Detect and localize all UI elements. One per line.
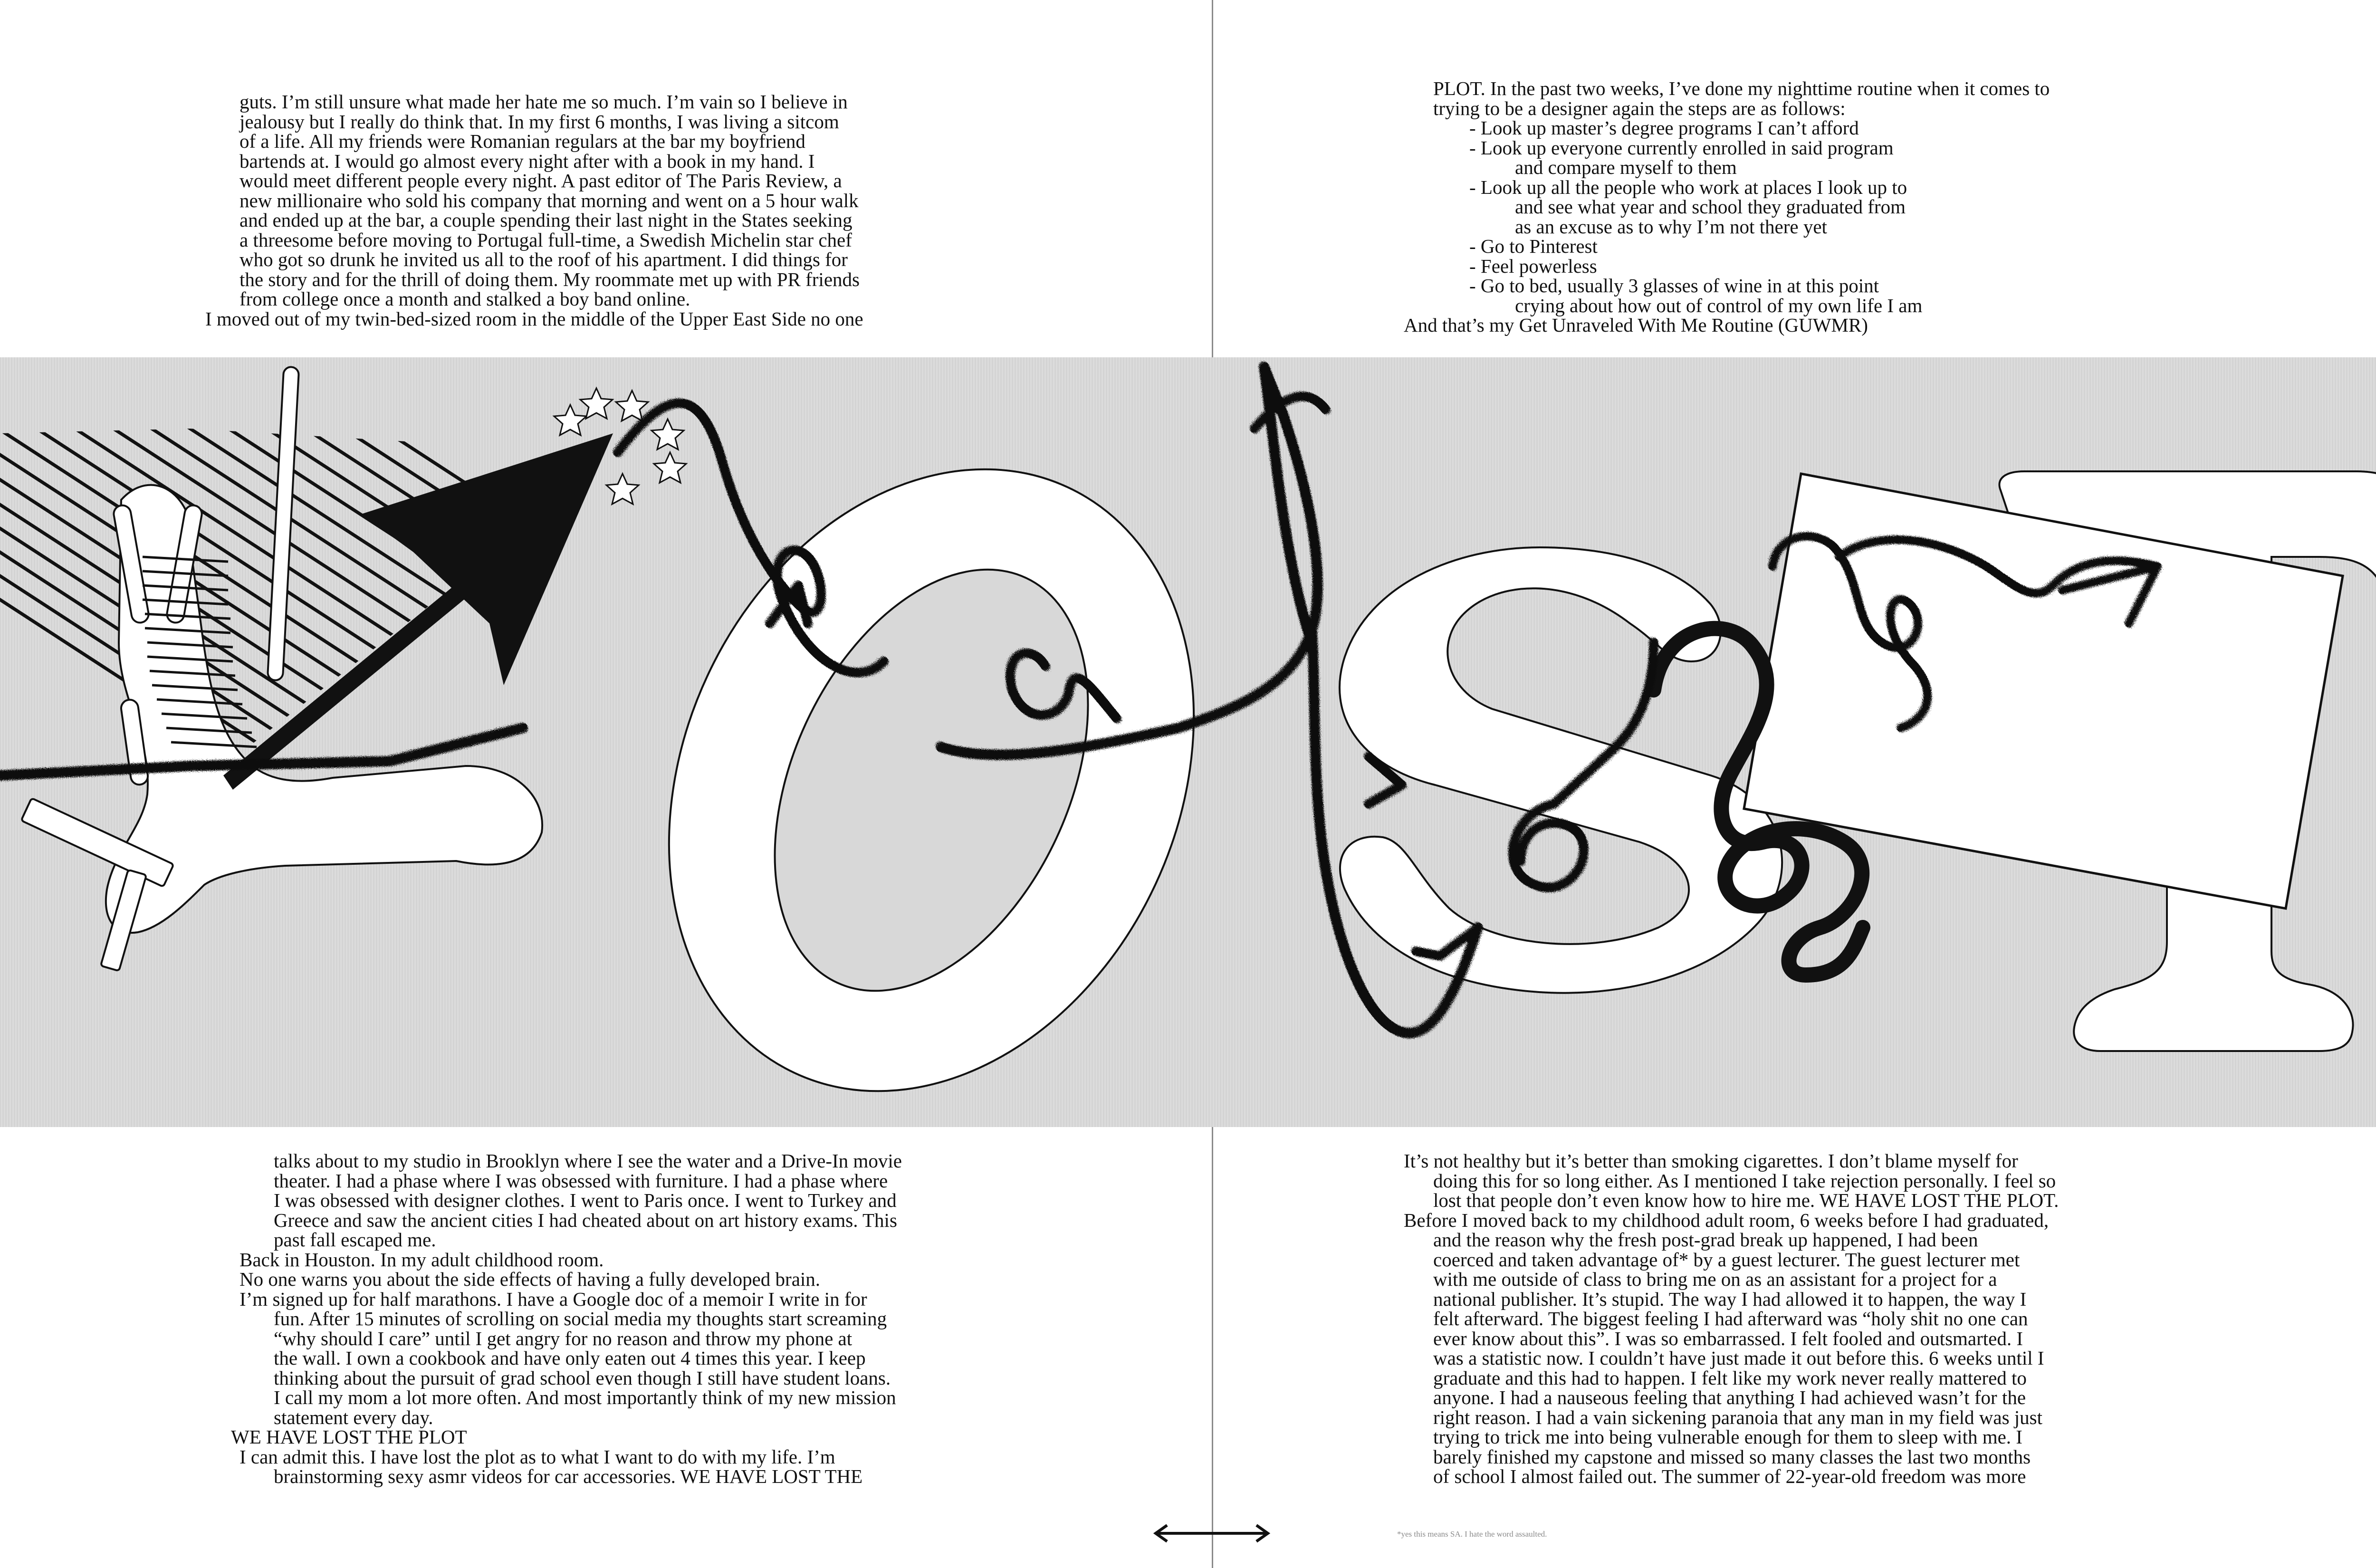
body-line: “why should I care” until I get angry for no reason and throw my phone at: [274, 1327, 853, 1349]
body-line: thinking about the pursuit of grad school even though I still have student loans.: [274, 1367, 891, 1389]
routine-step: - Look up master’s degree programs I can’t afford: [1469, 117, 1859, 139]
section-heading: WE HAVE LOST THE PLOT: [231, 1426, 467, 1448]
body-line: anyone. I had a nauseous feeling that anything I had achieved wasn’t for the: [1433, 1386, 2026, 1408]
routine-step: - Look up all the people who work at places I look up to: [1469, 176, 1907, 198]
body-line: lost that people don’t even know how to hire me. WE HAVE LOST THE PLOT.: [1433, 1189, 2059, 1211]
body-line: and ended up at the bar, a couple spending their last night in the States seeking: [240, 209, 853, 231]
body-line: I call my mom a lot more often. And most importantly think of my new mission: [274, 1386, 896, 1408]
double-arrow-icon[interactable]: [1150, 1522, 1274, 1544]
paragraph-start-line: Back in Houston. In my adult childhood room.: [240, 1248, 604, 1271]
routine-step: - Go to Pinterest: [1469, 235, 1598, 257]
paragraph-start-line: I moved out of my twin-bed-sized room in the middle of the Upper East Side no one: [205, 307, 863, 330]
body-line: I was obsessed with designer clothes. I went to Paris once. I went to Turkey and: [274, 1189, 897, 1211]
body-line: who got so drunk he invited us all to the roof of his apartment. I did things for: [240, 249, 848, 270]
body-line: of school I almost failed out. The summer of 22-year-old freedom was more: [1433, 1465, 2026, 1487]
text-column-top-right: [1370, 79, 2050, 335]
body-line: fun. After 15 minutes of scrolling on social media my thoughts start screaming: [274, 1308, 887, 1329]
body-line: and the reason why the fresh post-grad break up happened, I had been: [1433, 1229, 1978, 1251]
lost-illustration-band: [0, 357, 2376, 1127]
body-line: PLOT. In the past two weeks, I’ve done my nighttime routine when it comes to: [1433, 77, 2050, 99]
text-column-bottom-left: [205, 1151, 902, 1487]
footnote: *yes this means SA. I hate the word assaulted.: [1397, 1530, 1547, 1539]
body-line: the story and for the thrill of doing them. My roommate met up with PR friends: [240, 268, 860, 290]
body-line: felt afterward. The biggest feeling I had afterward was “holy shit no one can: [1433, 1308, 2028, 1329]
body-line: guts. I’m still unsure what made her hate me so much. I’m vain so I believe in: [240, 91, 848, 113]
body-line: coerced and taken advantage of* by a guest lecturer. The guest lecturer met: [1433, 1248, 2020, 1271]
body-line: Greece and saw the ancient cities I had cheated about on art history exams. This: [274, 1209, 897, 1231]
body-line: ever know about this”. I was so embarrassed. I felt fooled and outsmarted. I: [1433, 1327, 2023, 1349]
body-line: of a life. All my friends were Romanian regulars at the bar my boyfriend: [240, 130, 805, 152]
body-line: new millionaire who sold his company that morning and went on a 5 hour walk: [240, 189, 859, 211]
center-gutter-bottom: [1212, 1127, 1213, 1568]
body-line: the wall. I own a cookbook and have only eaten out 4 times this year. I keep: [274, 1347, 866, 1369]
body-line: a threesome before moving to Portugal full-time, a Swedish Michelin star chef: [240, 229, 852, 251]
body-line: talks about to my studio in Brooklyn where I see the water and a Drive-In movie: [274, 1150, 902, 1172]
body-line: with me outside of class to bring me on as an assistant for a project for a: [1433, 1268, 1997, 1290]
routine-step-continued: and see what year and school they graduated from: [1515, 196, 1906, 218]
routine-step-continued: crying about how out of control of my own life I am: [1515, 294, 1923, 316]
paragraph-start-line: No one warns you about the side effects of having a fully developed brain.: [240, 1268, 821, 1290]
routine-step: - Feel powerless: [1469, 255, 1597, 277]
body-line: barely finished my capstone and missed so many classes the last two months: [1433, 1445, 2031, 1468]
body-line: from college once a month and stalked a boy band online.: [240, 288, 690, 310]
body-line: jealousy but I really do think that. In my first 6 months, I was living a sitcom: [240, 110, 839, 133]
body-line: brainstorming sexy asmr videos for car accessories. WE HAVE LOST THE: [274, 1465, 863, 1487]
body-line: national publisher. It’s stupid. The way I had allowed it to happen, the way I: [1433, 1288, 2027, 1310]
body-line: doing this for so long either. As I mentioned I take rejection personally. I feel so: [1433, 1169, 2056, 1192]
routine-step-continued: as an excuse as to why I’m not there yet: [1515, 215, 1827, 238]
paragraph-start-line: Before I moved back to my childhood adult room, 6 weeks before I had graduated,: [1404, 1209, 2049, 1231]
routine-step: - Go to bed, usually 3 glasses of wine in at this point: [1469, 275, 1879, 296]
routine-closing-line: And that’s my Get Unraveled With Me Routine (GUWMR): [1404, 314, 1868, 336]
routine-step: - Look up everyone currently enrolled in said program: [1469, 136, 1894, 159]
body-line: trying to trick me into being vulnerable enough for them to sleep with me. I: [1433, 1426, 2022, 1448]
body-line: theater. I had a phase where I was obsessed with furniture. I had a phase where: [274, 1169, 888, 1192]
routine-step-continued: and compare myself to them: [1515, 156, 1737, 178]
lost-lettering-illustration: [0, 357, 2376, 1127]
body-line: bartends at. I would go almost every night after with a book in my hand. I: [240, 150, 815, 172]
paragraph-start-line: It’s not healthy but it’s better than smoking cigarettes. I don’t blame myself for: [1404, 1150, 2018, 1172]
body-line: statement every day.: [274, 1406, 433, 1428]
paragraph-start-line: I’m signed up for half marathons. I have a Google doc of a memoir I write in for: [240, 1288, 867, 1310]
body-line: graduate and this had to happen. I felt like my work never really mattered to: [1433, 1367, 2027, 1389]
body-line: right reason. I had a vain sickening paranoia that any man in my field was just: [1433, 1406, 2043, 1428]
paragraph-start-line: I can admit this. I have lost the plot as to what I want to do with my life. I’m: [240, 1445, 835, 1468]
body-line: was a statistic now. I couldn’t have just made it out before this. 6 weeks until I: [1433, 1347, 2044, 1369]
text-column-top-left: [205, 92, 863, 329]
body-line: past fall escaped me.: [274, 1229, 436, 1251]
text-column-bottom-right: [1370, 1151, 2059, 1487]
body-line: trying to be a designer again the steps are as follows:: [1433, 97, 1846, 119]
body-line: would meet different people every night. A past editor of The Paris Review, a: [240, 170, 842, 191]
center-gutter-top: [1212, 0, 1213, 357]
